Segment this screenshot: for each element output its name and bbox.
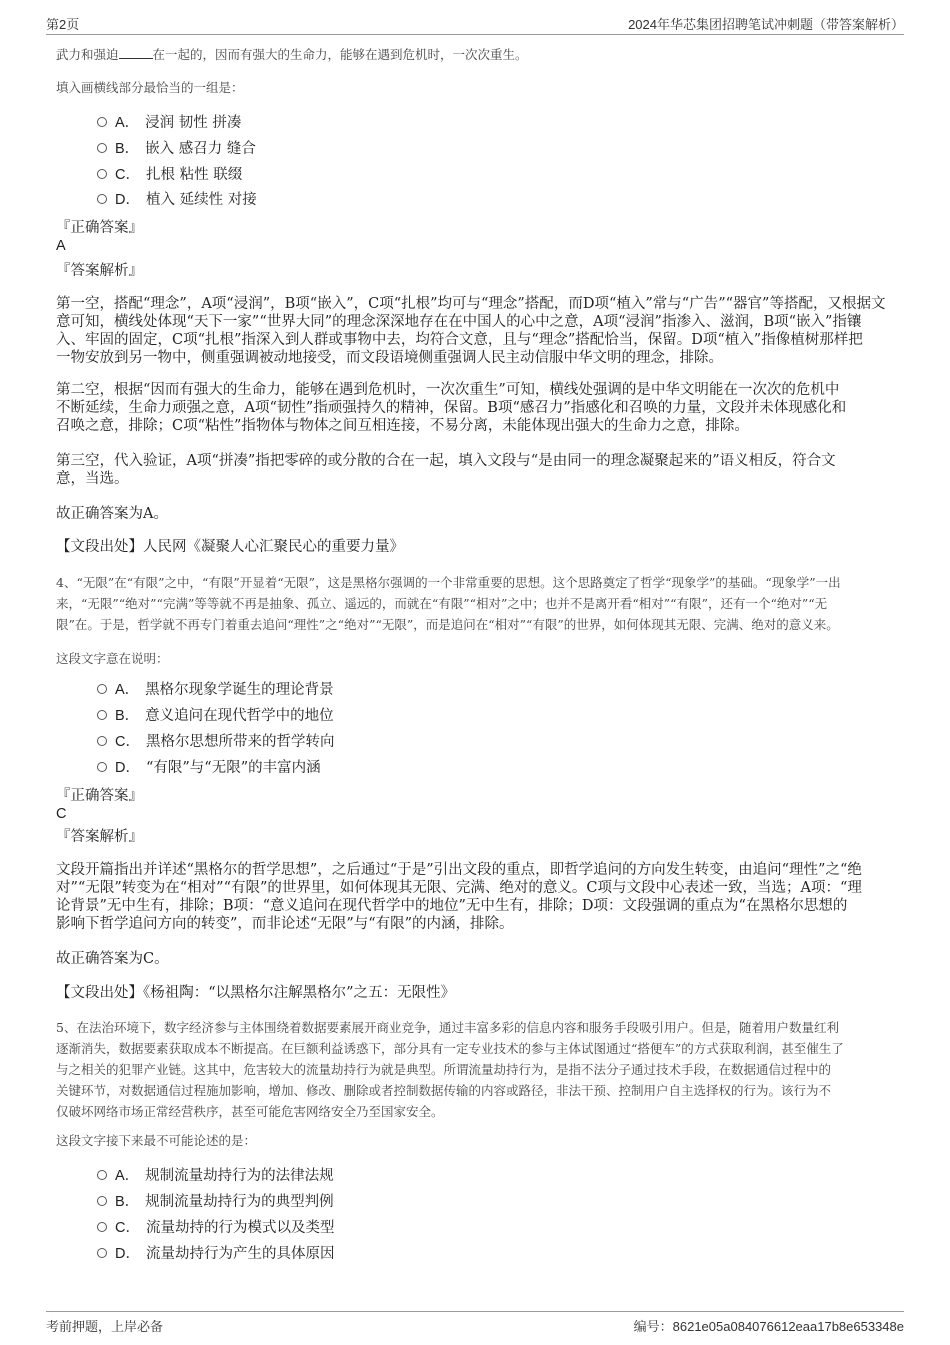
page-number: 第2页: [46, 17, 80, 32]
q3-answer: A: [56, 238, 66, 254]
q4-source: 【文段出处】《杨祖陶：“以黑格尔注解黑格尔”之五：无限性》: [56, 985, 456, 1001]
q4-option-d[interactable]: D． “有限”与“无限”的丰富内涵: [97, 758, 321, 778]
footer-slogan: 考前押题，上岸必备: [46, 1320, 164, 1335]
q5-passage: 5、在法治环境下，数字经济参与主体围绕着数据要素展开商业竞争，通过丰富多彩的信息内容和服务手段吸引用户。但是，随着用户数量红利 逐渐消失，数据要素获取成本不断提高。在巨额利益诱惑下，部分具有一定专业技术的参与主体试图通过“搭便车”的方式获取利润，甚至催生了 与之相关的犯罪产业链。这其中，危害较大的流量劫持行为就是典型。所谓流量劫持行为，是指不法分子通过技术手段，在数据通信过程中的 关键环节，对数据通信过程施加影响，增加、修改、删除或者控制数据传输的内容或路径，非法干预、控制用户自主选择权的行为。该行为不 仅破坏网络市场正常经营秩序，甚至可能危害网络安全乃至国家安全。: [56, 1020, 844, 1119]
radio-icon[interactable]: [97, 1248, 107, 1258]
q3-prompt: 填入画横线部分最恰当的一组是：: [56, 80, 244, 95]
q3-conclusion: 故正确答案为A。: [56, 506, 168, 522]
q3-option-b[interactable]: B． 嵌入 感召力 缝合: [97, 139, 256, 159]
q3-option-c[interactable]: C． 扎根 粘性 联缀: [97, 165, 242, 185]
q4-answer-label: 『正确答案』: [56, 788, 143, 804]
radio-icon[interactable]: [97, 762, 107, 772]
page-header: [46, 12, 904, 35]
radio-icon[interactable]: [97, 710, 107, 720]
q3-analysis-p3: 第三空，代入验证，A项“拼凑”指把零碎的或分散的合在一起，填入文段与“是由同一的理念凝聚起来的”语义相反，符合文 意，当选。: [56, 453, 836, 487]
q3-analysis-p2: 第二空，根据“因而有强大的生命力，能够在遇到危机时，一次次重生”可知，横线处强调的是中华文明能在一次次的危机中 不断延续，生命力顽强之意，A项“韧性”指顽强持久的精神，保留。B项“感召力”指感化和召唤的力量，文段并未体现感化和 召唤之意，排除；C项“粘性”指物体与物体之间互相连接，不易分离，未能体现出强大的生命力之意，排除。: [56, 382, 847, 434]
q3-source: 【文段出处】人民网《凝聚人心汇聚民心的重要力量》: [56, 539, 404, 555]
q3-analysis-p1: 第一空，搭配“理念”，A项“浸润”，B项“嵌入”，C项“扎根”均可与“理念”搭配，而D项“植入”常与“广告”“器官”等搭配，又根据文 意可知，横线处体现“天下一家”“世界大同”的理念深深地存在在中国人的心中之意，A项“浸润”指渗入、滋润，B项“嵌入”指镶 入、牢固的固定，C项“扎根”指深入到人群或事物中去，均符合文意，且与“理念”搭配恰当，保留。D项“植入”指像植树那样把 一物安放到另一物中，侧重强调被动地接受，而文段语境侧重强调人民主动信服中华文明的理念，排除。: [56, 296, 886, 366]
q3-option-d[interactable]: D． 植入 延续性 对接: [97, 190, 257, 210]
radio-icon[interactable]: [97, 1196, 107, 1206]
document-title: 2024年华芯集团招聘笔试冲刺题（带答案解析）: [628, 17, 904, 32]
q5-prompt: 这段文字接下来最不可能论述的是：: [56, 1133, 257, 1148]
radio-icon[interactable]: [97, 194, 107, 204]
q5-option-d[interactable]: D． 流量劫持行为产生的具体原因: [97, 1244, 334, 1264]
q4-analysis-label: 『答案解析』: [56, 829, 143, 845]
q5-option-c[interactable]: C． 流量劫持的行为模式以及类型: [97, 1218, 334, 1238]
radio-icon[interactable]: [97, 117, 107, 127]
q4-passage: 4、“无限”在“有限”之中，“有限”开显着“无限”，这是黑格尔强调的一个非常重要的思想。这个思路奠定了哲学“现象学”的基础。“现象学”一出 来，“无限”“绝对”“完满”等等就不再是抽象、孤立、遥远的，而就在“有限”“相对”之中；也并不是离开看“相对”“有限”，还有一个“绝对”“无 限”在。于是，哲学就不再专门着重去追问“理性”之“绝对”“无限”，而是追问在“相对”“有限”的世界，如何体现其无限、完满、绝对的意义来。: [56, 575, 841, 632]
radio-icon[interactable]: [97, 1170, 107, 1180]
radio-icon[interactable]: [97, 169, 107, 179]
q4-analysis: 文段开篇指出并详述“黑格尔的哲学思想”，之后通过“于是”引出文段的重点，即哲学追问的方向发生转变，由追问“理性”之“绝 对”“无限”转变为在“相对”“有限”的世界里，如何体现其无限、完满、绝对的意义。C项与文段中心表述一致，当选；A项：“理 论背景”无中生有，排除；B项：“意义追问在现代哲学中的地位”无中生有，排除；D项：文段强调的重点为“在黑格尔思想的 影响下哲学追问方向的转变”，而非论述“无限”与“有限”的内涵，排除。: [56, 862, 862, 932]
fill-blank: [119, 44, 153, 59]
page-footer: [46, 1311, 904, 1336]
q5-option-b[interactable]: B． 规制流量劫持行为的典型判例: [97, 1192, 334, 1212]
document-code: 编号：8621e05a084076612eaa17b8e653348e: [633, 1319, 904, 1334]
radio-icon[interactable]: [97, 684, 107, 694]
q3-answer-label: 『正确答案』: [56, 220, 143, 236]
q3-passage-tail: 武力和强迫 在一起的，因而有强大的生命力，能够在遇到危机时，一次次重生。: [56, 44, 894, 65]
q3-option-a[interactable]: A． 浸润 韧性 拼凑: [97, 113, 241, 133]
q4-option-b[interactable]: B． 意义追问在现代哲学中的地位: [97, 706, 334, 726]
radio-icon[interactable]: [97, 143, 107, 153]
radio-icon[interactable]: [97, 736, 107, 746]
q5-option-a[interactable]: A． 规制流量劫持行为的法律法规: [97, 1166, 334, 1186]
radio-icon[interactable]: [97, 1222, 107, 1232]
q4-answer: C: [56, 806, 67, 822]
q4-conclusion: 故正确答案为C。: [56, 951, 169, 967]
q4-option-a[interactable]: A． 黑格尔现象学诞生的理论背景: [97, 680, 334, 700]
q4-option-c[interactable]: C． 黑格尔思想所带来的哲学转向: [97, 732, 334, 752]
q4-prompt: 这段文字意在说明：: [56, 651, 169, 666]
q3-analysis-label: 『答案解析』: [56, 263, 143, 279]
